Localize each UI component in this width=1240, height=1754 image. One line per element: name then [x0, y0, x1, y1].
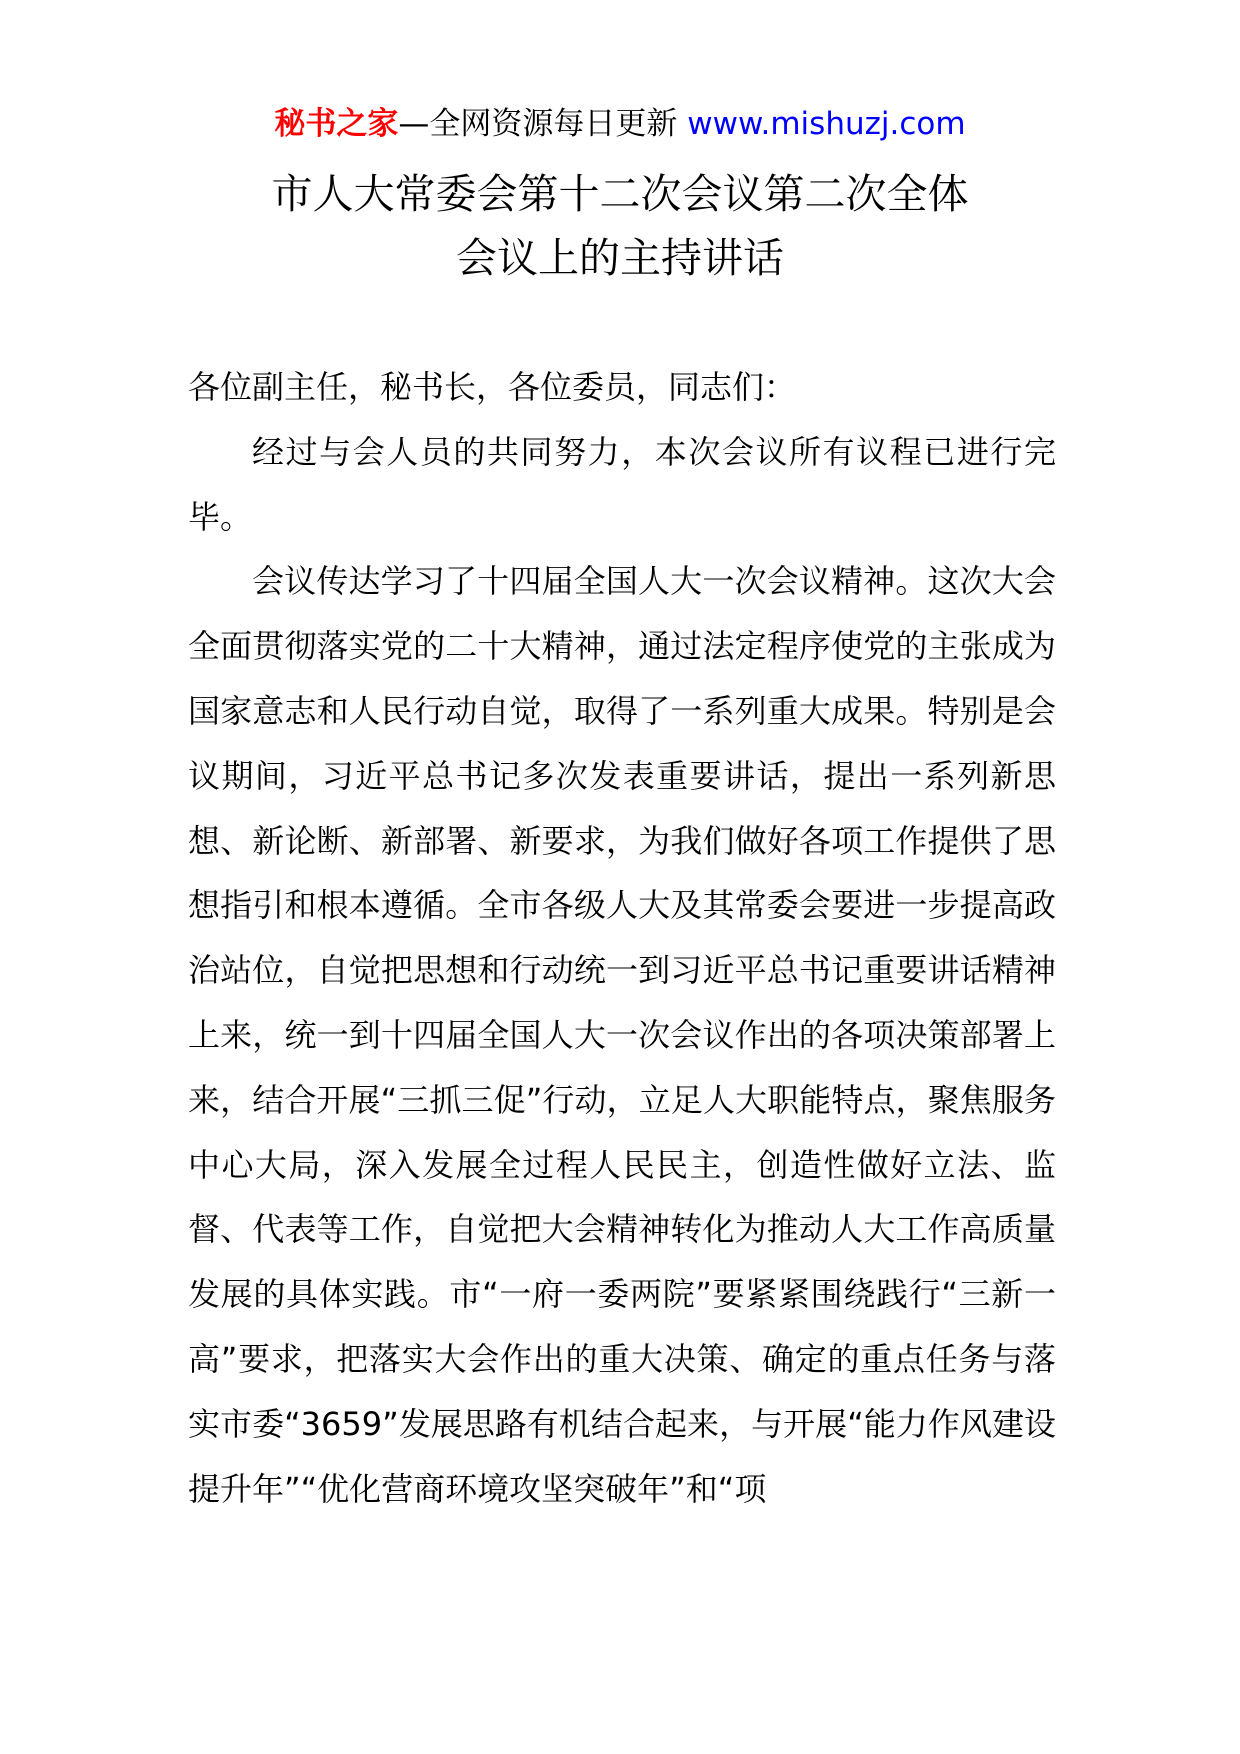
header-tagline: —全网资源每日更新 [398, 106, 688, 142]
document-title [0, 162, 1240, 290]
title-line-2: 会议上的主持讲话 [456, 234, 784, 282]
site-header [0, 102, 1240, 146]
title-line-1: 市人大常委会第十二次会议第二次全体 [271, 170, 969, 218]
salutation: 各位副主任，秘书长，各位委员，同志们： [188, 368, 797, 406]
site-url-link[interactable]: www.mishuzj.com [687, 106, 966, 142]
document-body [188, 355, 1056, 1521]
paragraph-2: 会议传达学习了十四届全国人大一次会议精神。这次大会全面贯彻落实党的二十大精神，通过法定程序使党的主张成为国家意志和人民行动自觉，取得了一系列重大成果。特别是会议期间，习近平总书记多次发表重要讲话，提出一系列新思想、新论断、新部署、新要求，为我们做好各项工作提供了思想指引和根本遵循。全市各级人大及其常委会要进一步提高政治站位，自觉把思想和行动统一到习近平总书记重要讲话精神上来，统一到十四届全国人大一次会议作出的各项决策部署上来，结合开展“三抓三促”行动，立足人大职能特点，聚焦服务中心大局，深入发展全过程人民民主，创造性做好立法、监督、代表等工作，自觉把大会精神转化为推动人大工作高质量发展的具体实践。市“一府一委两院”要紧紧围绕践行“三新一高”要求，把落实大会作出的重大决策、确定的重点任务与落实市委“3659”发展思路有机结合起来，与开展“能力作风建设提升年”“优化营商环境攻坚突破年”和“项 [188, 562, 1056, 1508]
paragraph-1: 经过与会人员的共同努力，本次会议所有议程已进行完毕。 [188, 432, 1056, 536]
brand-name: 秘书之家 [274, 106, 399, 142]
